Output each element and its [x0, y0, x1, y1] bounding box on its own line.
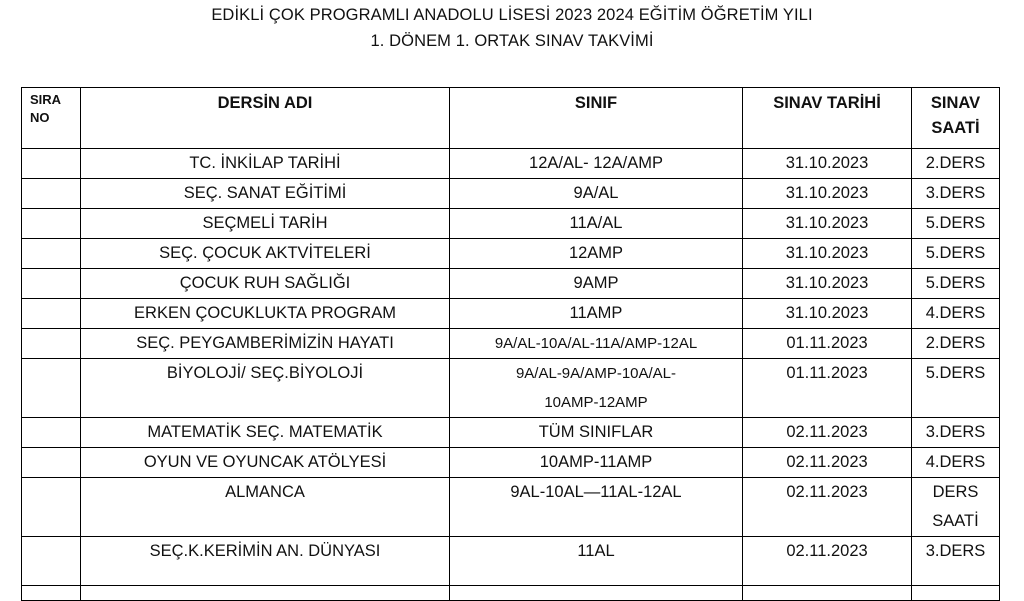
- column-header-saat: [912, 88, 1000, 149]
- cell-sinif: 9A/AL-10A/AL-11A/AMP-12AL: [450, 329, 743, 359]
- cell-saat: 3.DERS: [912, 537, 1000, 586]
- cell-ders: ERKEN ÇOCUKLUKTA PROGRAM: [81, 299, 450, 329]
- cell-tarih: 31.10.2023: [743, 239, 912, 269]
- column-header-sira-no: [22, 88, 81, 149]
- cell-tarih: 31.10.2023: [743, 209, 912, 239]
- cell-saat: 5.DERS: [912, 359, 1000, 418]
- cell-empty: [450, 586, 743, 601]
- cell-no: [22, 269, 81, 299]
- column-header-sira-line2: NO: [30, 110, 50, 125]
- cell-ders: TC. İNKİLAP TARİHİ: [81, 149, 450, 179]
- cell-ders: ÇOCUK RUH SAĞLIĞI: [81, 269, 450, 299]
- cell-tarih: 31.10.2023: [743, 299, 912, 329]
- document-title: EDİKLİ ÇOK PROGRAMLI ANADOLU LİSESİ 2023 2024 EĞİTİM ÖĞRETİM YILI: [211, 6, 813, 24]
- document-subtitle: 1. DÖNEM 1. ORTAK SINAV TAKVİMİ: [370, 32, 654, 50]
- cell-saat: 3.DERS: [912, 418, 1000, 448]
- table-row: [22, 209, 1000, 239]
- cell-sinif: 9AMP: [450, 269, 743, 299]
- table-row: [22, 537, 1000, 586]
- cell-empty: [81, 586, 450, 601]
- table-row: [22, 448, 1000, 478]
- cell-no: [22, 537, 81, 586]
- cell-tarih: 31.10.2023: [743, 179, 912, 209]
- cell-tarih: 01.11.2023: [743, 329, 912, 359]
- cell-sinif-line2: 10AMP-12AMP: [544, 394, 648, 411]
- cell-sinif: [450, 359, 743, 418]
- column-header-tarih: SINAV TARİHİ: [743, 88, 912, 149]
- cell-no: [22, 179, 81, 209]
- cell-sinif: 12AMP: [450, 239, 743, 269]
- cell-sinif: 10AMP-11AMP: [450, 448, 743, 478]
- table-row: [22, 478, 1000, 537]
- cell-no: [22, 209, 81, 239]
- table-row: [22, 269, 1000, 299]
- table-header-row: [22, 88, 1000, 149]
- cell-ders: SEÇ. SANAT EĞİTİMİ: [81, 179, 450, 209]
- column-header-saat-line2: SAATİ: [931, 119, 980, 137]
- cell-sinif-line1: 9A/AL-9A/AMP-10A/AL-: [515, 365, 677, 382]
- cell-sinif: 9A/AL: [450, 179, 743, 209]
- cell-no: [22, 418, 81, 448]
- cell-empty: [743, 586, 912, 601]
- column-header-sinif: SINIF: [450, 88, 743, 149]
- cell-ders: SEÇ.K.KERİMİN AN. DÜNYASI: [81, 537, 450, 586]
- column-header-ders: DERSİN ADI: [81, 88, 450, 149]
- cell-no: [22, 329, 81, 359]
- table-row: [22, 329, 1000, 359]
- cell-no: [22, 239, 81, 269]
- table-row: [22, 239, 1000, 269]
- cell-saat: [912, 478, 1000, 537]
- cell-saat: 2.DERS: [912, 149, 1000, 179]
- cell-tarih: 02.11.2023: [743, 418, 912, 448]
- table-row: [22, 359, 1000, 418]
- cell-saat-line1: DERS: [932, 483, 979, 501]
- column-header-sira-line1: SIRA: [30, 92, 62, 107]
- cell-no: [22, 299, 81, 329]
- cell-saat: 3.DERS: [912, 179, 1000, 209]
- cell-tarih: 02.11.2023: [743, 478, 912, 537]
- cell-saat: 5.DERS: [912, 239, 1000, 269]
- cell-sinif: TÜM SINIFLAR: [450, 418, 743, 448]
- table-row: [22, 418, 1000, 448]
- cell-tarih: 01.11.2023: [743, 359, 912, 418]
- table-row: [22, 149, 1000, 179]
- cell-ders: BİYOLOJİ/ SEÇ.BİYOLOJİ: [81, 359, 450, 418]
- cell-ders: MATEMATİK SEÇ. MATEMATİK: [81, 418, 450, 448]
- column-header-saat-line1: SINAV: [930, 94, 981, 112]
- cell-saat: 5.DERS: [912, 209, 1000, 239]
- cell-ders: OYUN VE OYUNCAK ATÖLYESİ: [81, 448, 450, 478]
- cell-tarih: 02.11.2023: [743, 448, 912, 478]
- cell-ders: SEÇMELİ TARİH: [81, 209, 450, 239]
- cell-no: [22, 359, 81, 418]
- cell-saat-line2: SAATİ: [932, 512, 979, 530]
- cell-sinif: 11A/AL: [450, 209, 743, 239]
- cell-saat: 5.DERS: [912, 269, 1000, 299]
- cell-sinif: 9AL-10AL—11AL-12AL: [450, 478, 743, 537]
- cell-ders: ALMANCA: [81, 478, 450, 537]
- table-row-cut-off: [22, 586, 1000, 601]
- cell-sinif: 11AL: [450, 537, 743, 586]
- cell-no: [22, 478, 81, 537]
- cell-tarih: 31.10.2023: [743, 149, 912, 179]
- cell-ders: SEÇ. ÇOCUK AKTVİTELERİ: [81, 239, 450, 269]
- cell-no: [22, 448, 81, 478]
- cell-saat: 2.DERS: [912, 329, 1000, 359]
- exam-schedule-table: [21, 87, 1000, 601]
- table-row: [22, 179, 1000, 209]
- cell-tarih: 31.10.2023: [743, 269, 912, 299]
- cell-tarih: 02.11.2023: [743, 537, 912, 586]
- cell-sinif: 12A/AL- 12A/AMP: [450, 149, 743, 179]
- cell-saat: 4.DERS: [912, 448, 1000, 478]
- cell-sinif: 11AMP: [450, 299, 743, 329]
- cell-ders: SEÇ. PEYGAMBERİMİZİN HAYATI: [81, 329, 450, 359]
- cell-saat: 4.DERS: [912, 299, 1000, 329]
- cell-empty: [912, 586, 1000, 601]
- table-row: [22, 299, 1000, 329]
- cell-no: [22, 149, 81, 179]
- cell-empty: [22, 586, 81, 601]
